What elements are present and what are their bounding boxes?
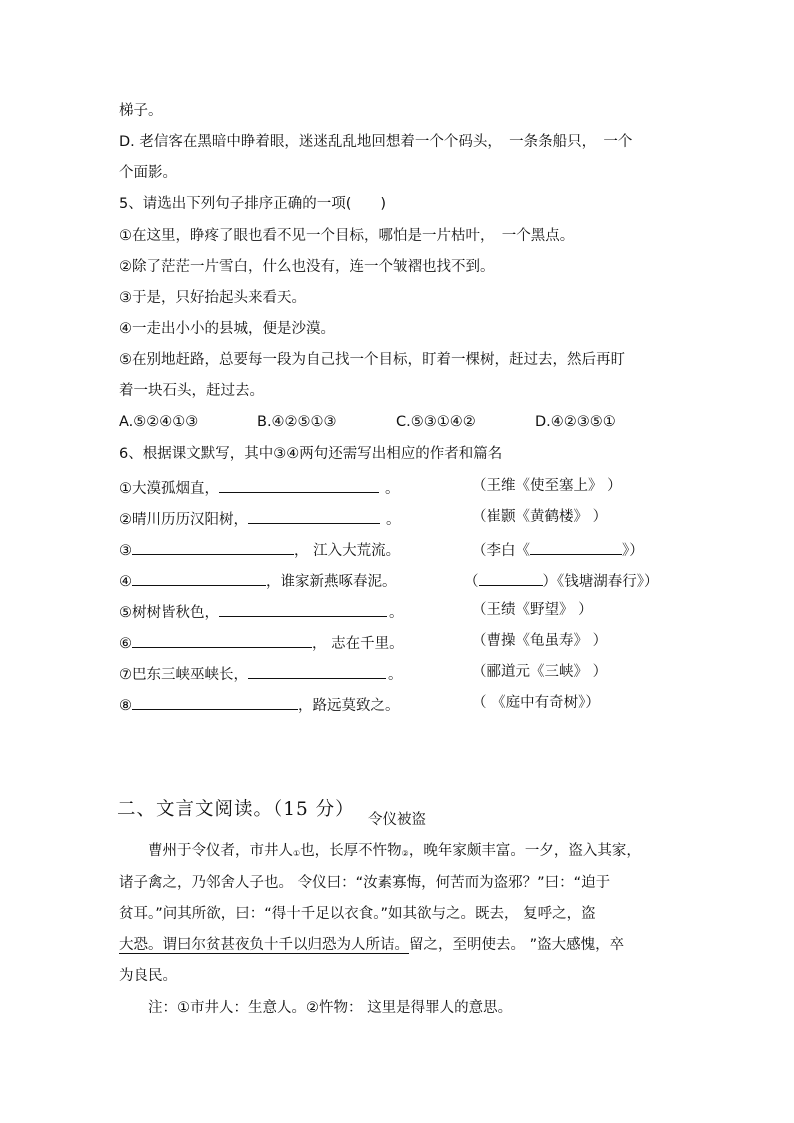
q5-stem: 5、请选出下列句子排序正确的一项( )	[119, 196, 387, 212]
q6-row-4-blank[interactable]	[132, 569, 266, 586]
passage-line-4-rest: 留之，至明使去。 ”盗大感愧，卒	[409, 937, 625, 953]
q6-row-5-prompt: ⑤树树皆秋色，	[119, 605, 219, 621]
q6-row-4	[119, 569, 679, 591]
q6-row-8-source: （ 《庭中有奇树》）	[472, 695, 600, 711]
footnote-marker-2: ②	[401, 849, 409, 858]
q6-row-8-end: ，路远莫致之。	[298, 698, 400, 714]
q6-row-2-end: 。	[386, 512, 401, 528]
q6-row-1-prompt: ①大漠孤烟直，	[119, 481, 219, 497]
q6-row-1-end: 。	[385, 481, 400, 497]
q5-option-c: C.⑤③①④②	[396, 414, 476, 430]
section-2-heading: 二、文言文阅读。（15 分）	[117, 799, 355, 820]
q6-row-8-blank[interactable]	[132, 693, 298, 710]
q5-option-a: A.⑤②④①③	[119, 414, 199, 430]
q6-row-4-end: ，谁家新燕啄春泥。	[266, 574, 397, 590]
passage-line-3: 贫耳。”问其所欲，曰：“得十千足以衣食。”如其欲与之。既去， 复呼之，盗	[119, 906, 596, 922]
q6-row-8	[119, 693, 679, 715]
q6-row-6-end: ， 志在千里。	[312, 636, 404, 652]
q6-row-6-blank[interactable]	[132, 631, 312, 648]
q6-row-5-source: （王绩《野望》 ）	[472, 602, 593, 618]
q6-row-3-prompt: ③	[119, 543, 132, 559]
q6-row-3	[119, 538, 679, 560]
passage-line-5: 为良民。	[119, 968, 177, 984]
q6-row-5-end: 。	[389, 605, 404, 621]
q6-row-7-source: （郦道元《三峡》 ）	[472, 664, 608, 680]
passage-line-1-part-3: ，晚年家颇丰富。一夕，盗入其家，	[408, 843, 641, 859]
q4-continued-text: 梯子。	[119, 103, 163, 119]
passage-line-2: 诸子禽之，乃邻舍人子也。 令仪曰：“汝素寡悔，何苦而为盗邪？”曰：“迫于	[119, 875, 611, 891]
q6-row-2-prompt: ②晴川历历汉阳树，	[119, 512, 248, 528]
q6-row-4-source	[464, 569, 659, 592]
passage-line-4	[119, 935, 624, 955]
q6-row-5	[119, 600, 679, 622]
q6-row-4-prompt: ④	[119, 574, 132, 590]
q5-sentence-5: ⑤在别地赶路，总要每一段为自己找一个目标，盯着一棵树，赶过去，然后再盯	[119, 352, 625, 368]
q5-option-b: B.④②⑤①③	[257, 414, 337, 430]
q6-row-4-source-close: ）《钱塘湖春行》）	[542, 574, 659, 590]
q5-sentence-1: ①在这里，睁疼了眼也看不见一个目标，哪怕是一片枯叶， 一个黑点。	[119, 228, 575, 244]
footnote-marker-1: ①	[293, 849, 301, 858]
q6-row-7-end: 。	[388, 667, 403, 683]
q6-row-3-blank[interactable]	[132, 538, 294, 555]
q6-row-3-source	[472, 538, 644, 561]
q6-row-7-prompt: ⑦巴东三峡巫峡长，	[119, 667, 248, 683]
q5-sentence-3: ③于是，只好抬起头来看天。	[119, 290, 306, 306]
q4-option-d-cont: 个面影。	[119, 165, 177, 181]
q6-row-2-blank[interactable]	[248, 507, 380, 524]
q6-row-5-blank[interactable]	[219, 600, 387, 617]
q6-row-3-source-open: （李白《	[472, 543, 530, 559]
q6-row-4-source-open: （	[464, 574, 479, 590]
q6-stem: 6、根据课文默写，其中③④两句还需写出相应的作者和篇名	[119, 446, 503, 462]
q6-row-3-end: ， 江入大荒流。	[294, 543, 401, 559]
q5-sentence-5-cont: 着一块石头，赶过去。	[119, 383, 264, 399]
q6-row-6-source: （曹操《龟虽寿》 ）	[472, 633, 608, 649]
q6-row-6	[119, 631, 679, 653]
q6-row-7	[119, 662, 679, 684]
passage-line-1-part-2: 也，长厚不忤物	[300, 843, 402, 859]
q6-row-8-prompt: ⑧	[119, 698, 132, 714]
passage-title: 令仪被盗	[368, 812, 426, 828]
q5-sentence-2: ②除了茫茫一片雪白，什么也没有，连一个皱褶也找不到。	[119, 259, 495, 275]
q5-sentence-4: ④一走出小小的县城，便是沙漠。	[119, 321, 335, 337]
passage-notes: 注：①市井人：生意人。②忤物： 这里是得罪人的意思。	[148, 1000, 513, 1016]
q6-row-3-source-close: 》）	[622, 543, 644, 559]
q6-row-6-prompt: ⑥	[119, 636, 132, 652]
underlined-sentence: 大恐。谓曰尔贫甚夜负十千以归恐为人所诘。	[119, 937, 409, 953]
q6-row-7-blank[interactable]	[248, 662, 386, 679]
q6-row-4-author-blank[interactable]	[479, 569, 543, 586]
passage-line-1-part-1: 曹州于令仪者，市井人	[148, 843, 293, 859]
q6-row-2	[119, 507, 679, 529]
q6-row-1-source: （王维《使至塞上》 ）	[472, 478, 622, 494]
q6-row-1	[119, 476, 679, 498]
q6-row-1-blank[interactable]	[219, 476, 379, 493]
q4-option-d: D. 老信客在黑暗中睁着眼，迷迷乱乱地回想着一个个码头， 一条条船只， 一个	[119, 134, 633, 150]
q5-option-d: D.④②③⑤①	[535, 414, 616, 430]
q6-row-2-source: （崔颢《黄鹤楼》 ）	[472, 509, 608, 525]
q6-row-3-title-blank[interactable]	[530, 538, 622, 555]
passage-line-1	[148, 841, 641, 864]
